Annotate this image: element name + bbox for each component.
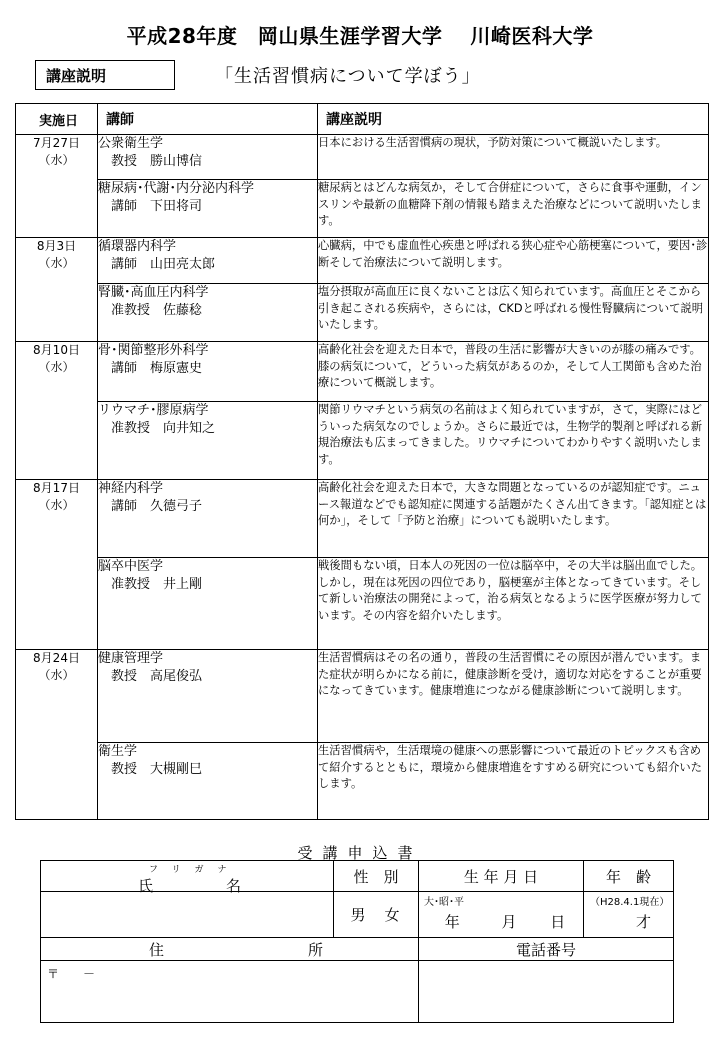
day-label: 日 [550, 913, 566, 931]
description-cell: 生活習慣病や，生活環境の健康への悪影響について最近のトピックスも含めて紹介するとともに，環境から健康増進をすすめる研究についても紹介いたします。 [318, 743, 709, 820]
header-description: 講座説明 [318, 104, 709, 135]
header-date: 実施日 [16, 104, 98, 135]
description-cell: 関節リウマチという病気の名前はよく知られていますが，さて，実際にはどういった病気なのでしょうか。さらに最近では，生物学的製剤と呼ばれる新規治療法も広まってきました。リウマチについてわかりやすく説明いたします。 [318, 402, 709, 480]
table-row [16, 238, 709, 284]
lecturer-cell: 衛生学 教授 大槻剛巳 [98, 743, 318, 820]
lecturer-cell: 循環器内科学 講師 山田亮太郎 [98, 238, 318, 284]
section-label: 講座説明 [35, 60, 175, 90]
table-row [16, 180, 709, 238]
year-label: 年 [444, 913, 460, 931]
title-program: 平成28年度 岡山県生涯学習大学 [126, 24, 443, 48]
schedule-table [15, 103, 709, 820]
session-date: 8月24日 （水） [16, 650, 98, 820]
gender-label: 性 別 [334, 861, 419, 892]
table-row [16, 284, 709, 342]
phone-label: 電話番号 [419, 938, 674, 961]
table-row [16, 480, 709, 558]
birthdate-label: 生 年 月 日 [419, 861, 584, 892]
description-cell: 生活習慣病はその名の通り，普段の生活習慣にその原因が潜んでいます。また症状が明らかになる前に，健康診断を受け，適切な対応をすることが重要になってきています。健康増進につながる健康診断について説明します。 [318, 650, 709, 743]
lecturer-cell: 脳卒中医学 准教授 井上剛 [98, 558, 318, 650]
table-row [16, 135, 709, 180]
name-field[interactable] [41, 892, 334, 938]
name-label-1: 氏 [138, 877, 154, 895]
era-options: 大･昭･平 [424, 897, 464, 908]
session-date: 7月27日 （水） [16, 135, 98, 238]
lecturer-cell: 骨･関節整形外科学 講師 梅原憲史 [98, 342, 318, 402]
age-as-of: （H28.4.1現在） [590, 897, 670, 908]
session-date: 8月10日 （水） [16, 342, 98, 480]
address-label-cell [41, 938, 419, 961]
course-subtitle: 「生活習慣病について学ぼう」 [215, 66, 481, 87]
age-unit: 才 [635, 913, 651, 931]
header-lecturer: 講師 [98, 104, 318, 135]
gender-field[interactable]: 男 女 [334, 892, 419, 938]
address-label-1: 住 [149, 940, 165, 959]
description-cell: 塩分摂取が高血圧に良くないことは広く知られています。高血圧とそこから引き起こされる疾病や，さらには，CKDと呼ばれる慢性腎臓病について説明いたします。 [318, 284, 709, 342]
age-label: 年 齢 [584, 861, 674, 892]
month-label: 月 [501, 913, 517, 931]
title-university: 川崎医科大学 [470, 24, 594, 48]
address-field[interactable] [41, 961, 419, 1023]
table-row [16, 743, 709, 820]
furigana-label: フリガナ [149, 865, 241, 875]
description-cell: 高齢化社会を迎えた日本で，普段の生活に影響が大きいのが膝の痛みです。膝の病気について，どういった病気があるのか，そして人工関節も含めた治療について概説します。 [318, 342, 709, 402]
session-date: 8月17日 （水） [16, 480, 98, 650]
application-form-title: 受講申込書 [297, 844, 423, 862]
name-label-2: 名 [226, 877, 242, 895]
age-field[interactable] [584, 892, 674, 938]
birthdate-field[interactable] [419, 892, 584, 938]
description-cell: 糖尿病とはどんな病気か，そして合併症について，さらに食事や運動，インスリンや最新の血糖降下剤の情報も踏まえた治療などについて説明いたします。 [318, 180, 709, 238]
application-form [40, 860, 674, 1023]
table-row [16, 402, 709, 480]
lecturer-cell: 糖尿病･代謝･内分泌内科学 講師 下田将司 [98, 180, 318, 238]
description-cell: 心臓病，中でも虚血性心疾患と呼ばれる狭心症や心筋梗塞について，要因･診断そして治療法について説明します。 [318, 238, 709, 284]
address-label-2: 所 [307, 940, 323, 959]
session-date: 8月3日 （水） [16, 238, 98, 342]
phone-field[interactable] [419, 961, 674, 1023]
table-row [16, 650, 709, 743]
postal-code: 〒 － [47, 967, 96, 981]
description-cell: 高齢化社会を迎えた日本で，大きな問題となっているのが認知症です。ニュース報道などでも認知症に関連する話題がたくさん出てきます。「認知症とは何か」，そして「予防と治療」についても説明いたします。 [318, 480, 709, 558]
name-label-cell [41, 861, 334, 895]
description-cell: 日本における生活習慣病の現状，予防対策について概説いたします。 [318, 135, 709, 180]
lecturer-cell: 腎臓･高血圧内科学 准教授 佐藤稔 [98, 284, 318, 342]
ymd-labels [419, 911, 583, 932]
table-header-row [16, 104, 709, 135]
lecturer-cell: 神経内科学 講師 久德弓子 [98, 480, 318, 558]
lecturer-cell: 健康管理学 教授 高尾俊弘 [98, 650, 318, 743]
lecturer-cell: 公衆衛生学 教授 勝山博信 [98, 135, 318, 180]
document-title [0, 20, 720, 49]
lecturer-cell: リウマチ･膠原病学 准教授 向井知之 [98, 402, 318, 480]
table-row [16, 558, 709, 650]
description-cell: 戦後間もない頃，日本人の死因の一位は脳卒中，その大半は脳出血でした。しかし，現在は死因の四位であり，脳梗塞が主体となってきています。そして新しい治療法の開発によって，治る病気となるように医学医療が努力しています。その内容を紹介いたします。 [318, 558, 709, 650]
table-row [16, 342, 709, 402]
